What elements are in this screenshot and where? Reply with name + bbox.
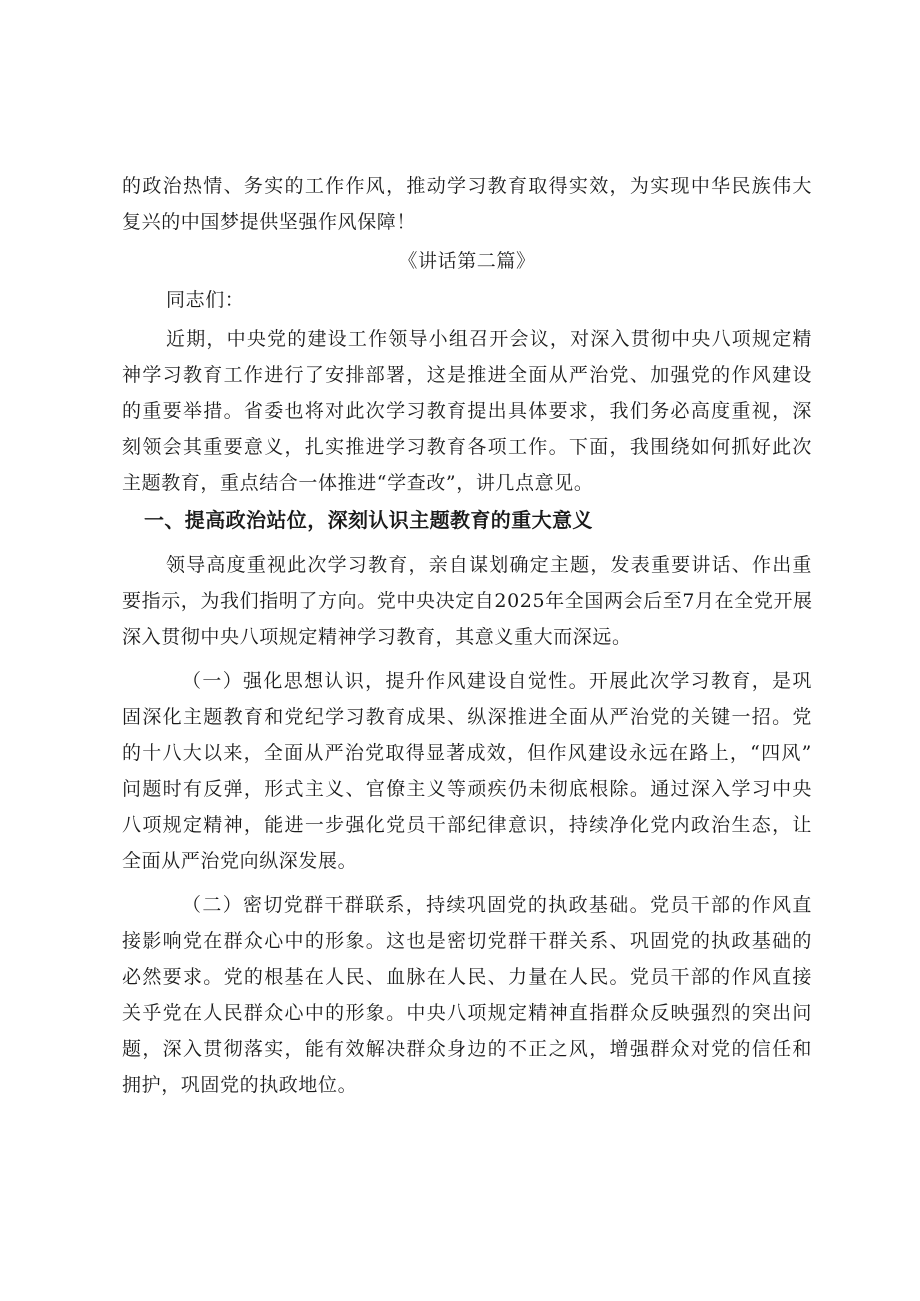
point1-paragraph [122, 663, 812, 879]
point2-line: （二）密切党群干群联系，持续巩固党的执政基础。党员干部的作风直 [182, 894, 812, 916]
opening-paragraph [122, 168, 812, 240]
point1-line: 八项规定精神，能进一步强化党员干部纪律意识，持续净化党内政治生态，让 [122, 814, 812, 836]
section1-line: 领导高度重视此次学习教育，亲自谋划确定主题，发表重要讲话、作出重 [166, 554, 812, 576]
point1-line: 的十八大以来，全面从严治党取得显著成效，但作风建设永远在路上，“四风” [122, 742, 812, 764]
section1-line: 深入贯彻中央八项规定精神学习教育，其意义重大而深远。 [122, 626, 632, 648]
document-body [122, 168, 812, 1103]
section-heading: 一、提高政治站位，深刻认识主题教育的重大意义 [144, 508, 593, 532]
point2-line: 必然要求。党的根基在人民、血脉在人民、力量在人民。党员干部的作风直接 [122, 966, 812, 988]
point1-line: （一）强化思想认识，提升作风建设自觉性。开展此次学习教育，是巩 [182, 670, 812, 692]
point1-line: 全面从严治党向纵深发展。 [122, 850, 358, 872]
intro-line: 刻领会其重要意义，扎实推进学习教育各项工作。下面，我围绕如何抓好此次 [122, 436, 812, 458]
section1-line: 要指示，为我们指明了方向。党中央决定自2025年全国两会后至7月在全党开展 [122, 590, 813, 612]
point2-line: 接影响党在群众心中的形象。这也是密切党群干群关系、巩固党的执政基础的 [122, 930, 812, 952]
point2-line: 拥护，巩固党的执政地位。 [122, 1074, 358, 1096]
point1-line: 问题时有反弹，形式主义、官僚主义等顽疾仍未彻底根除。通过深入学习中央 [122, 778, 812, 800]
opening-line: 的政治热情、务实的工作作风，推动学习教育取得实效，为实现中华民族伟大 [122, 175, 812, 197]
section1-paragraph [122, 547, 812, 655]
intro-line: 的重要举措。省委也将对此次学习教育提出具体要求，我们务必高度重视，深 [122, 400, 812, 422]
intro-paragraph [122, 321, 812, 501]
salutation: 同志们： [166, 289, 245, 311]
point1-line: 固深化主题教育和党纪学习教育成果、纵深推进全面从严治党的关键一招。党 [122, 706, 812, 728]
intro-line: 近期，中央党的建设工作领导小组召开会议，对深入贯彻中央八项规定精 [166, 328, 812, 350]
opening-line: 复兴的中国梦提供坚强作风保障！ [122, 211, 417, 233]
speech-title: 《讲话第二篇》 [398, 250, 536, 272]
intro-line: 神学习教育工作进行了安排部署，这是推进全面从严治党、加强党的作风建设 [122, 364, 812, 386]
intro-line: 主题教育，重点结合一体推进“学查改”，讲几点意见。 [122, 472, 594, 494]
point2-line: 关乎党在人民群众心中的形象。中央八项规定精神直指群众反映强烈的突出问 [122, 1002, 812, 1024]
point2-line: 题，深入贯彻落实，能有效解决群众身边的不正之风，增强群众对党的信任和 [122, 1038, 812, 1060]
point2-paragraph [122, 887, 812, 1103]
